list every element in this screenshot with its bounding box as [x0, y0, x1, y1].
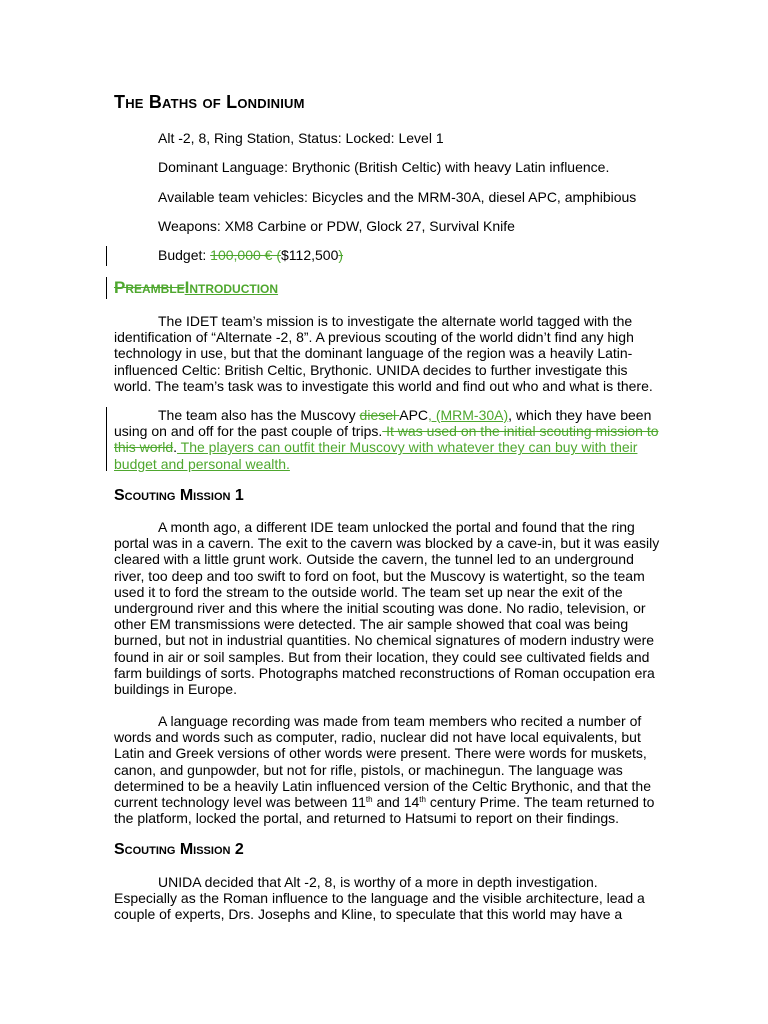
heading-deleted: Preamble	[114, 278, 185, 297]
inserted-text: , (MRM-30A)	[428, 407, 509, 423]
section-heading-introduction	[114, 278, 278, 298]
budget-deleted: 100,000 € (	[210, 247, 281, 263]
superscript: th	[365, 795, 373, 805]
para-text: , which they have been using on and off for the past couple of trips.	[114, 407, 652, 440]
para-text: and 14	[372, 794, 420, 811]
para-text: century Prime. The team returned to the platform, locked the portal, and returned to Hatsumi to report on their findings.	[114, 794, 655, 827]
section-heading-scouting-mission-2: Scouting Mission 2	[114, 841, 244, 858]
change-bar	[106, 277, 107, 299]
section-heading-scouting-mission-1: Scouting Mission 1	[114, 487, 244, 504]
info-vehicles: Available team vehicles: Bicycles and the MRM-30A, diesel APC, amphibious	[158, 189, 637, 205]
info-weapons: Weapons: XM8 Carbine or PDW, Glock 27, Survival Knife	[158, 218, 515, 234]
deleted-text: diesel	[359, 407, 400, 423]
deleted-text: It was used on the initial scouting mission to this world	[114, 423, 659, 456]
info-budget	[158, 246, 343, 264]
heading-inserted: Introduction	[184, 278, 279, 297]
budget-deleted-close: )	[338, 247, 344, 263]
document-title: The Baths of Londinium	[114, 92, 305, 112]
change-bar	[106, 246, 107, 266]
info-language: Dominant Language: Brythonic (British Celtic) with heavy Latin influence.	[158, 159, 610, 175]
para-text: A language recording was made from team members who recited a number of words and words such as computer, radio, nuclear did not have local equivalents, but Latin and Greek versions of other words were present. There were words for muskets, canon, and gunpowder, but not for rifle, pistols, or machinegun. The language was determined to be a heavily Latin influenced version of the Celtic Brythonic, and that the current technology level was between 11	[114, 713, 651, 811]
superscript: th	[419, 795, 426, 805]
para-text: APC	[399, 407, 429, 423]
para-text: .	[173, 439, 178, 456]
intro-paragraph-2	[114, 407, 660, 472]
inserted-text: The players can outfit their Muscovy with whatever they can buy with their budget and personal wealth.	[114, 439, 638, 472]
para-text: The team also has the Muscovy	[158, 407, 360, 423]
info-alt: Alt -2, 8, Ring Station, Status: Locked: Level 1	[158, 130, 444, 146]
intro-paragraph-1: The IDET team’s mission is to investigate the alternate world tagged with the identification of “Alternate -2, 8”. A previous scouting of the world didn’t find any high technology in use, but that the dominant language of the region was a heavily Latin-influenced Celtic: British Celtic, Brythonic. UNIDA decides to further investigate this world. The team’s task was to investigate this world and find out who and what is there.	[114, 313, 653, 394]
budget-value: $112,500	[281, 247, 339, 263]
mission2-paragraph-1: UNIDA decided that Alt -2, 8, is worthy of a more in depth investigation. Especially as the Roman influence to the language and the visible architecture, lead a couple of experts, Drs. Josephs and Kline, to speculate that this world may have a	[114, 874, 645, 923]
mission1-paragraph-1: A month ago, a different IDE team unlocked the portal and found that the ring portal was in a cavern. The exit to the cavern was blocked by a cave-in, but it was easily cleared with a little grunt work. Outside the cavern, the tunnel led to an underground river, too deep and too swift to ford on foot, but the Muscovy is watertight, so the team used it to ford the stream to the outside world. The team set up near the exit of the underground river and this where the initial scouting was done. No radio, television, or other EM transmissions were detected. The air sample showed that coal was being burned, but not in industrial quantities. No chemical signatures of modern industry were found in air or soil samples. But from their location, they could see cultivated fields and farm buildings of sorts. Photographs matched reconstructions of Roman occupation era buildings in Europe.	[114, 519, 660, 698]
budget-label: Budget:	[158, 247, 211, 263]
change-bar	[106, 407, 107, 471]
mission1-paragraph-2	[114, 713, 660, 826]
